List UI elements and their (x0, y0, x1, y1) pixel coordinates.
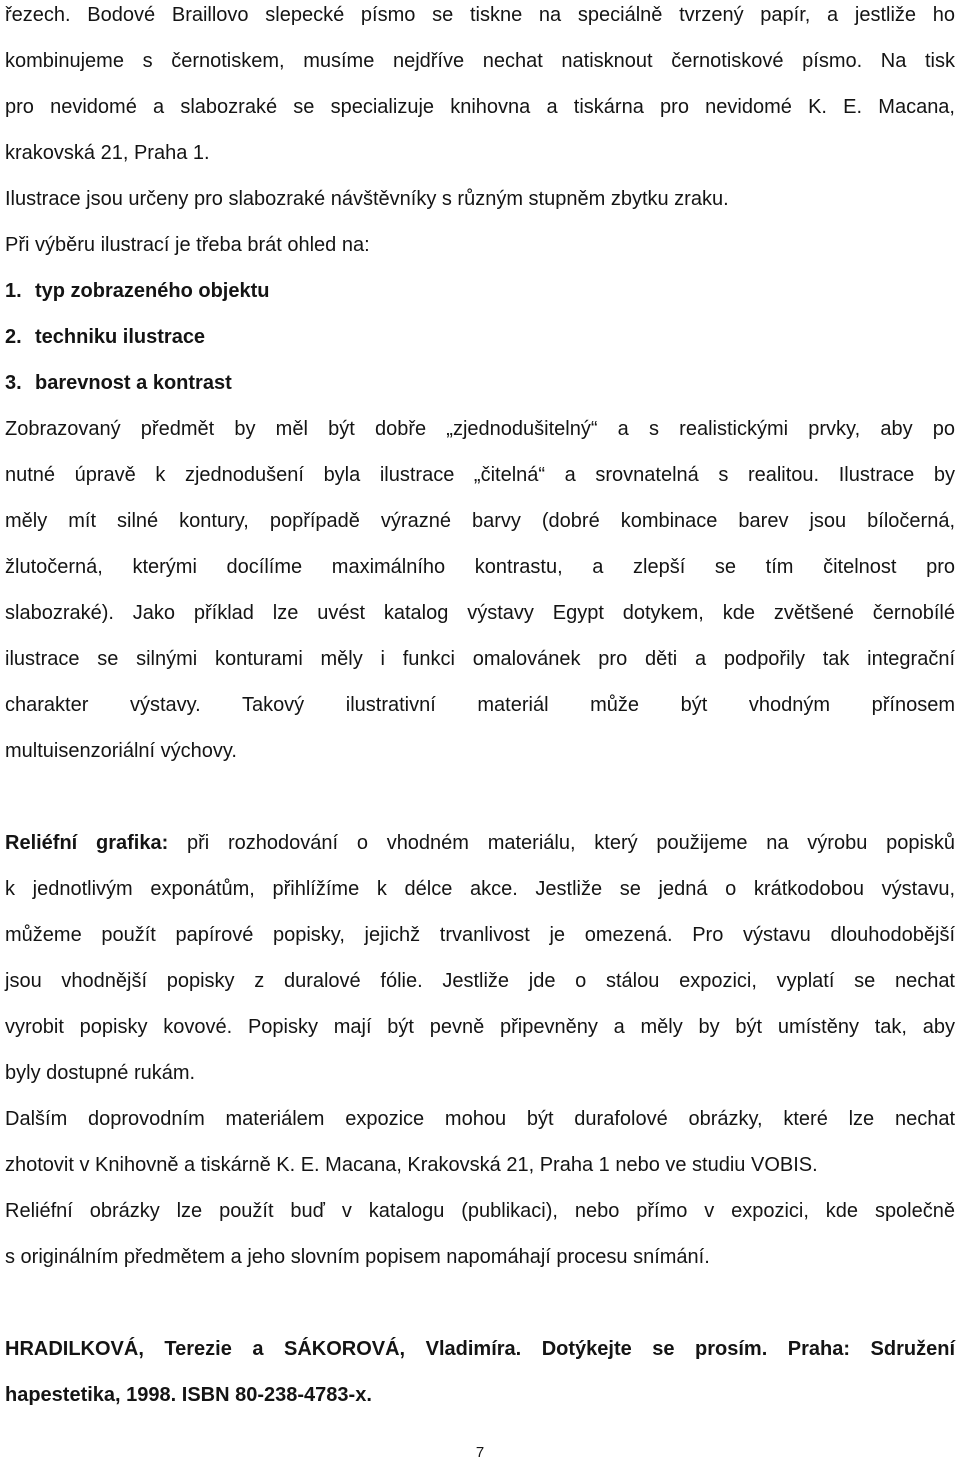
citation-line: hapestetika, 1998. ISBN 80-238-4783-x. (5, 1384, 372, 1406)
paragraph-durafol-line: Dalším doprovodním materiálem expozice mohou být durafolové obrázky, které lze nechat (5, 1108, 955, 1130)
paragraph-selection-intro: Při výběru ilustrací je třeba brát ohled na: (5, 234, 370, 256)
list-text: techniku ilustrace (35, 326, 206, 348)
list-text: typ zobrazeného objektu (35, 280, 270, 302)
paragraph-depiction-line: nutné úpravě k zjednodušení byla ilustrace „čitelná“ a srovnatelná s realitou. Ilustrace by (5, 464, 955, 486)
paragraph-depiction-line: ilustrace se silnými konturami měly i funkci omalovánek pro děti a podpořily tak integrační (5, 648, 955, 670)
relief-paragraph-line: vyrobit popisky kovové. Popisky mají být pevně připevněny a měly by být umístěny tak, aby (5, 1016, 955, 1038)
paragraph-braille-line: řezech. Bodové Braillovo slepecké písmo se tiskne na speciálně tvrzený papír, a jestliže ho (5, 4, 955, 26)
relief-heading: Reliéfní grafika: (5, 832, 169, 854)
paragraph-braille-line: kombinujeme s černotiskem, musíme nejdříve nechat natisknout černotiskové písmo. Na tisk (5, 50, 955, 72)
relief-paragraph-line: jsou vhodnější popisky z duralové fólie. Jestliže jde o stálou expozici, vyplatí se nechat (5, 970, 955, 992)
list-number: 1. (5, 280, 22, 302)
paragraph-depiction-line: charakter výstavy. Takový ilustrativní materiál může být vhodným přínosem (5, 694, 955, 716)
relief-paragraph-first-line (5, 831, 955, 855)
paragraph-relief-images-line: s originálním předmětem a jeho slovním popisem napomáhají procesu snímání. (5, 1246, 710, 1268)
relief-paragraph-line: k jednotlivým exponátům, přihlížíme k délce akce. Jestliže se jedná o krátkodobou výstavu, (5, 878, 955, 900)
paragraph-durafol-line: zhotovit v Knihovně a tiskárně K. E. Macana, Krakovská 21, Praha 1 nebo ve studiu VOBIS. (5, 1154, 818, 1176)
paragraph-depiction-line: měly mít silné kontury, popřípadě výrazné barvy (dobré kombinace barev jsou bíločerná, (5, 510, 955, 532)
citation-line: HRADILKOVÁ, Terezie a SÁKOROVÁ, Vladimíra. Dotýkejte se prosím. Praha: Sdružení (5, 1338, 955, 1360)
list-item (5, 325, 205, 349)
page-number: 7 (475, 1444, 485, 1461)
list-number: 3. (5, 372, 22, 394)
paragraph-depiction-line: žlutočerná, kterými docílíme maximálního kontrastu, a zlepší se tím čitelnost pro (5, 556, 955, 578)
list-item (5, 371, 232, 395)
relief-paragraph-line: byly dostupné rukám. (5, 1062, 196, 1084)
relief-paragraph-line: můžeme použít papírové popisky, jejichž trvanlivost je omezená. Pro výstavu dlouhodobější (5, 924, 955, 946)
list-item (5, 279, 269, 303)
list-text: barevnost a kontrast (35, 372, 232, 394)
paragraph-depiction-line: multuisenzoriální výchovy. (5, 740, 237, 762)
paragraph-braille-line: pro nevidomé a slabozraké se specializuje knihovna a tiskárna pro nevidomé K. E. Macana, (5, 96, 955, 118)
paragraph-braille-line: krakovská 21, Praha 1. (5, 142, 210, 164)
paragraph-relief-images-line: Reliéfní obrázky lze použít buď v katalogu (publikaci), nebo přímo v expozici, kde společně (5, 1200, 955, 1222)
paragraph-depiction-line: Zobrazovaný předmět by měl být dobře „zjednodušitelný“ a s realistickými prvky, aby po (5, 418, 955, 440)
paragraph-depiction-line: slabozraké). Jako příklad lze uvést katalog výstavy Egypt dotykem, kde zvětšené černobílé (5, 602, 955, 624)
paragraph-illustrations: Ilustrace jsou určeny pro slabozraké návštěvníky s různým stupněm zbytku zraku. (5, 188, 729, 210)
relief-first-line-text: při rozhodování o vhodném materiálu, který použijeme na výrobu popisků (168, 832, 956, 854)
list-number: 2. (5, 326, 22, 348)
